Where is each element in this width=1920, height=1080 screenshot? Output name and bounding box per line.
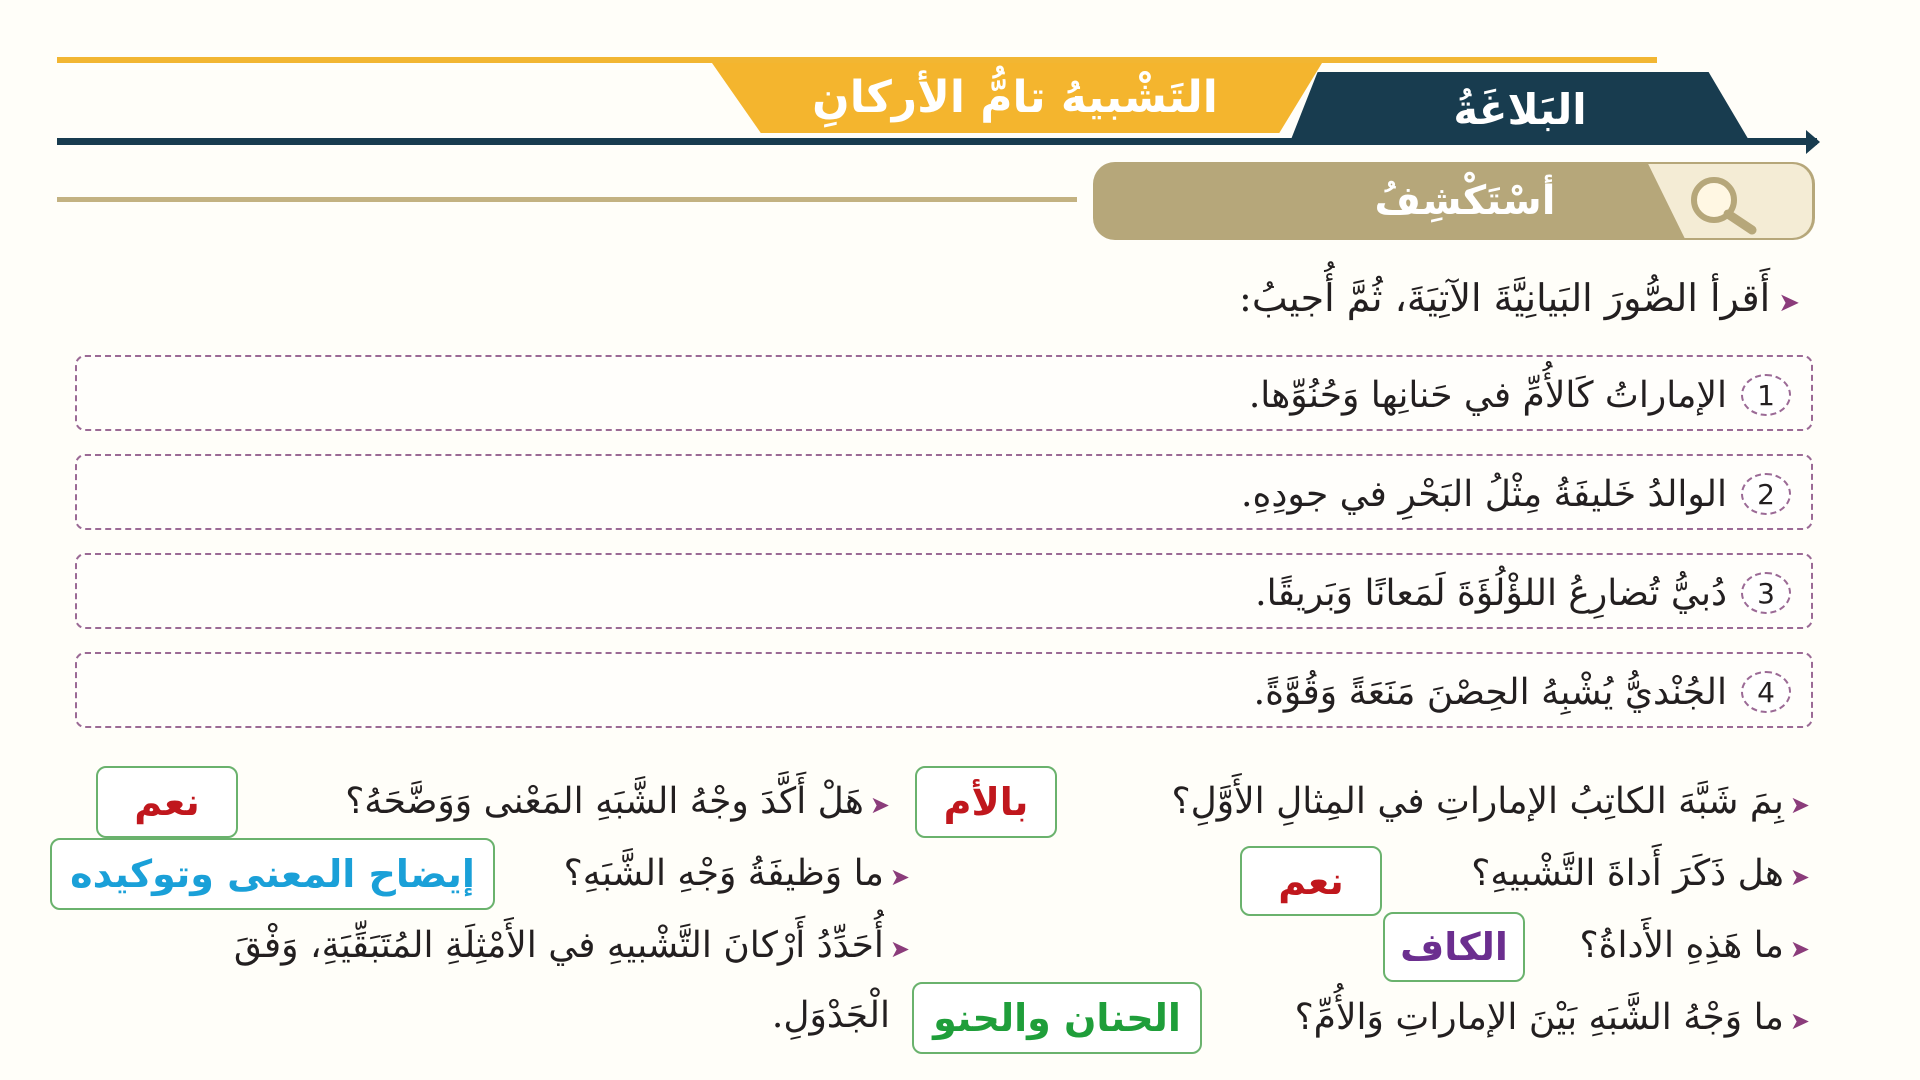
answer-7-field[interactable]: الحنان والحنو [912, 982, 1202, 1054]
question-4 [564, 846, 910, 902]
bullet-arrow-icon: ➤ [889, 935, 910, 963]
question-2 [345, 774, 890, 830]
header-top-line [57, 57, 1657, 63]
question-5-text: ما هَذِهِ الأَداةُ؟ [1579, 925, 1784, 966]
answer-1-field[interactable]: بالأم [915, 766, 1057, 838]
magnifier-icon [1682, 172, 1762, 236]
example-number: 1 [1741, 374, 1791, 416]
bullet-arrow-icon: ➤ [889, 863, 910, 891]
bullet-arrow-icon: ➤ [1789, 935, 1810, 963]
example-number: 3 [1741, 572, 1791, 614]
question-6 [234, 918, 910, 974]
instruction-text: أَقرأ الصُّورَ البَيانِيَّةَ الآتِيَةَ، ثُمَّ أُجيبُ: [1239, 276, 1771, 320]
example-number: 2 [1741, 473, 1791, 515]
section-title: البَلاغَةُ [1453, 85, 1587, 134]
example-text: الجُنْديُّ يُشْبِهُ الحِصْنَ مَنَعَةً وَقُوَّةً. [1253, 671, 1727, 713]
question-4-text: ما وَظيفَةُ وَجْهِ الشَّبَهِ؟ [563, 853, 884, 894]
question-6-text: أُحَدِّدُ أَرْكانَ التَّشْبيهِ في الأَمْثِلَةِ المُتَبَقِّيَةِ، وَفْقَ [233, 925, 884, 966]
example-box-2 [75, 454, 1813, 530]
header-arrow-icon [1806, 130, 1820, 154]
answer-5-field[interactable]: الكاف [1383, 912, 1525, 982]
header-bottom-line [57, 138, 1817, 145]
instruction [1120, 268, 1800, 328]
question-6-continuation: الْجَدْوَلِ. [771, 995, 890, 1036]
example-text: دُبيُّ تُضارِعُ اللؤْلُؤَةَ لَمَعانًا وَبَريقًا. [1255, 572, 1727, 614]
example-box-1 [75, 355, 1813, 431]
answer-2-field[interactable]: نعم [96, 766, 238, 838]
question-2-text: هَلْ أَكَّدَ وجْهُ الشَّبَهِ المَعْنى وَوَضَّحَهُ؟ [345, 781, 864, 822]
explore-divider [57, 197, 1077, 202]
question-7-text: ما وَجْهُ الشَّبَهِ بَيْنَ الإماراتِ وَالأُمِّ؟ [1294, 997, 1784, 1038]
question-1 [1172, 774, 1811, 830]
bullet-arrow-icon: ➤ [869, 791, 890, 819]
question-3-text: هل ذَكَرَ أَداةَ التَّشْبيهِ؟ [1471, 853, 1784, 894]
example-box-4 [75, 652, 1813, 728]
question-7 [1295, 990, 1810, 1046]
question-3 [1471, 846, 1810, 902]
answer-4-field[interactable]: إيضاح المعنى وتوكيده [50, 838, 495, 910]
question-1-text: بِمَ شَبَّهَ الكاتِبُ الإماراتِ في المِثالِ الأَوَّلِ؟ [1171, 781, 1784, 822]
bullet-arrow-icon: ➤ [1789, 791, 1810, 819]
bullet-arrow-icon: ➤ [1789, 863, 1810, 891]
bullet-arrow-icon: ➤ [1778, 288, 1800, 318]
bullet-arrow-icon: ➤ [1789, 1007, 1810, 1035]
example-text: الإماراتُ كَالأُمِّ في حَنانِها وَحُنُوِّها. [1248, 374, 1727, 416]
example-text: الوالدُ خَليفَةُ مِثْلُ البَحْرِ في جودِهِ. [1241, 473, 1727, 515]
example-box-3 [75, 553, 1813, 629]
question-5 [1579, 918, 1810, 974]
explore-label: أسْتَكْشِفُ [1374, 178, 1556, 224]
lesson-title: التَشْبيهُ تامُّ الأركانِ [812, 72, 1218, 123]
answer-3-field[interactable]: نعم [1240, 846, 1382, 916]
example-number: 4 [1741, 671, 1791, 713]
